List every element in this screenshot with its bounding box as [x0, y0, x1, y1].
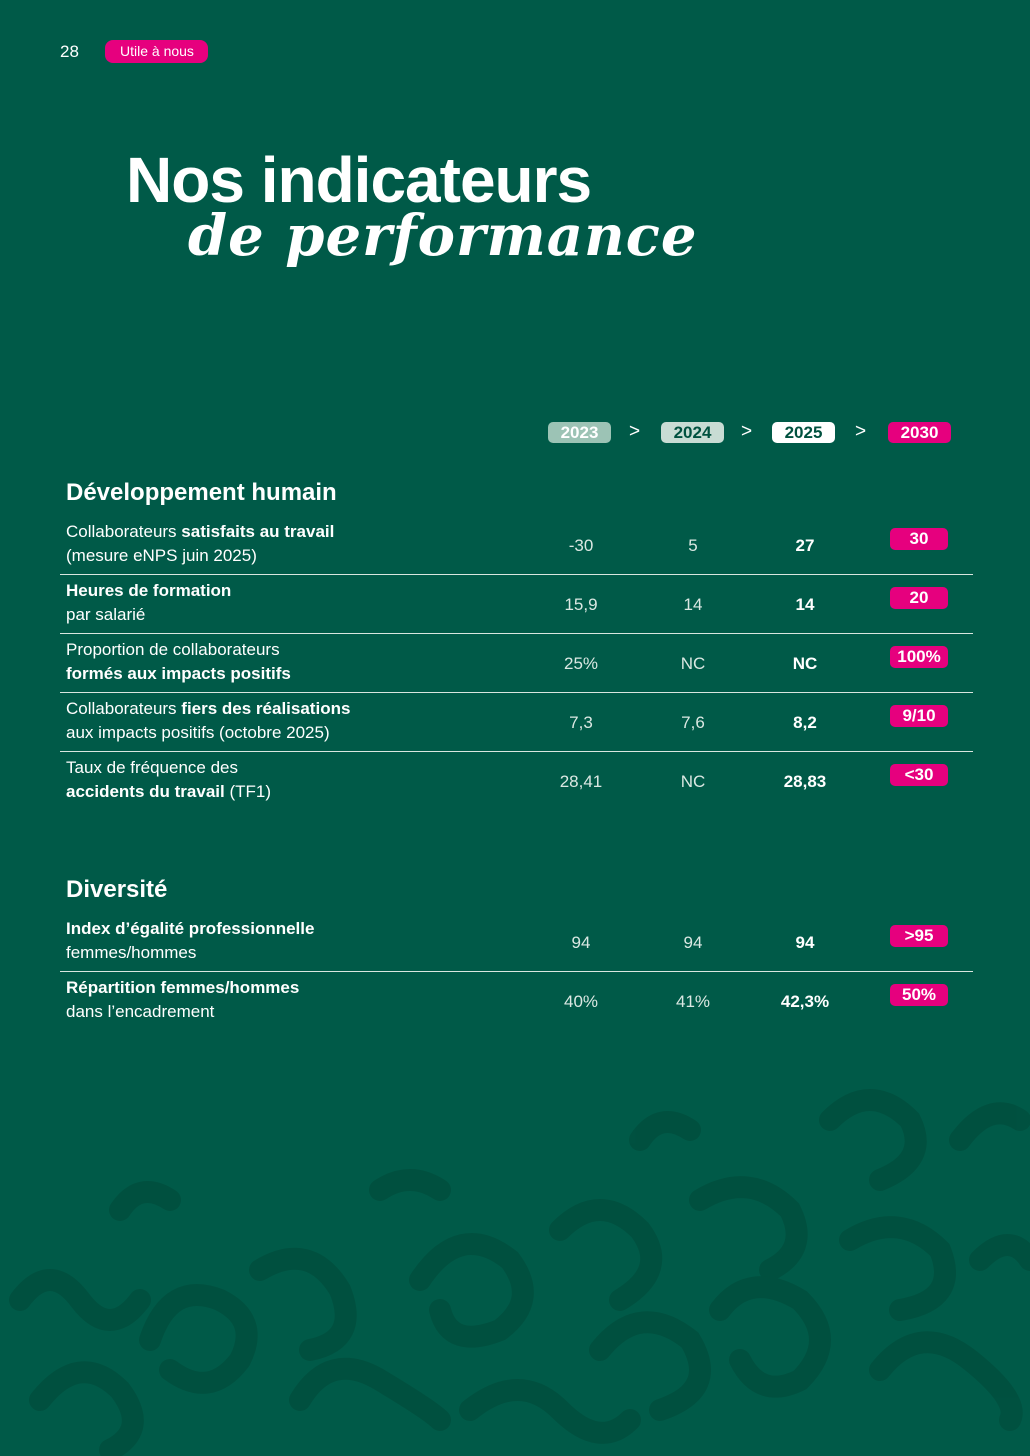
label-text: Proportion de collaborateurs	[66, 640, 280, 659]
value-2024: 5	[688, 536, 698, 555]
label-emphasis: Heures de formation	[66, 581, 232, 600]
page-title: Nos indicateurs	[126, 144, 592, 216]
table-row	[60, 972, 973, 1030]
chevron-right-icon: >	[741, 421, 753, 442]
value-2025: 42,3%	[780, 992, 830, 1011]
value-2025: NC	[792, 654, 818, 673]
table-row	[60, 913, 973, 972]
target-2030-badge: 20	[890, 587, 948, 609]
value-2024: NC	[680, 772, 706, 791]
label-emphasis: accidents du travail	[66, 782, 225, 801]
target-2030-badge: <30	[890, 764, 948, 786]
chevron-right-icon: >	[855, 421, 867, 442]
table-diversite	[60, 913, 973, 1030]
value-2024: NC	[680, 654, 706, 673]
value-2024: 14	[683, 595, 703, 614]
label-text: Taux de fréquence des	[66, 758, 239, 777]
target-2030-badge: 100%	[890, 646, 948, 668]
indicator-label	[66, 756, 486, 804]
year-header	[0, 422, 1030, 444]
target-2030-badge: 30	[890, 528, 948, 550]
label-emphasis: fiers des réalisations	[181, 699, 351, 718]
value-2023: 94	[571, 933, 591, 952]
section-title-diversite: Diversité	[66, 876, 168, 903]
label-text: (TF1)	[224, 782, 272, 801]
value-2024: 7,6	[681, 713, 705, 732]
label-text: Collaborateurs	[66, 522, 182, 541]
table-row	[60, 693, 973, 752]
value-2023: 40%	[563, 992, 599, 1011]
label-emphasis: formés aux impacts positifs	[66, 664, 291, 683]
target-2030-badge: 9/10	[890, 705, 948, 727]
value-2023: 7,3	[569, 713, 593, 732]
value-2025: 8,2	[793, 713, 817, 732]
label-text: par salarié	[66, 605, 146, 624]
value-2025: 27	[795, 536, 815, 555]
indicator-label	[66, 917, 486, 965]
section-tag: Utile à nous	[105, 40, 208, 63]
label-text: aux impacts positifs (octobre 2025)	[66, 723, 330, 742]
indicator-label	[66, 579, 486, 627]
page-number: 28	[60, 42, 79, 61]
table-row	[60, 575, 973, 634]
page-subtitle: de performance	[188, 203, 698, 269]
label-emphasis: Index d’égalité professionnelle	[66, 919, 315, 938]
value-2023: 15,9	[564, 595, 598, 614]
indicator-label	[66, 976, 486, 1024]
target-2030-badge: >95	[890, 925, 948, 947]
year-2023-badge: 2023	[548, 422, 611, 443]
chevron-right-icon: >	[629, 421, 641, 442]
table-row	[60, 634, 973, 693]
value-2023: 25%	[563, 654, 599, 673]
target-2030-badge: 50%	[890, 984, 948, 1006]
table-developpement	[60, 516, 973, 810]
label-text: femmes/hommes	[66, 943, 197, 962]
label-emphasis: Répartition femmes/hommes	[66, 978, 300, 997]
label-text: dans l’encadrement	[66, 1002, 215, 1021]
indicator-label	[66, 520, 486, 568]
label-emphasis: satisfaits au travail	[181, 522, 335, 541]
value-2024: 94	[683, 933, 703, 952]
table-row	[60, 752, 973, 810]
value-2025: 94	[795, 933, 815, 952]
label-text: (mesure eNPS juin 2025)	[66, 546, 257, 565]
year-2024-badge: 2024	[661, 422, 724, 443]
value-2023: 28,41	[559, 772, 603, 791]
value-2025: 14	[795, 595, 815, 614]
table-row	[60, 516, 973, 575]
year-2030-target-badge: 2030	[888, 422, 951, 443]
year-2025-badge: 2025	[772, 422, 835, 443]
value-2025: 28,83	[783, 772, 827, 791]
value-2023: -30	[568, 536, 594, 555]
section-title-developpement: Développement humain	[66, 479, 337, 506]
label-text: Collaborateurs	[66, 699, 182, 718]
decorative-pattern	[0, 1080, 1030, 1456]
indicator-label	[66, 697, 486, 745]
indicator-label	[66, 638, 486, 686]
value-2024: 41%	[675, 992, 711, 1011]
